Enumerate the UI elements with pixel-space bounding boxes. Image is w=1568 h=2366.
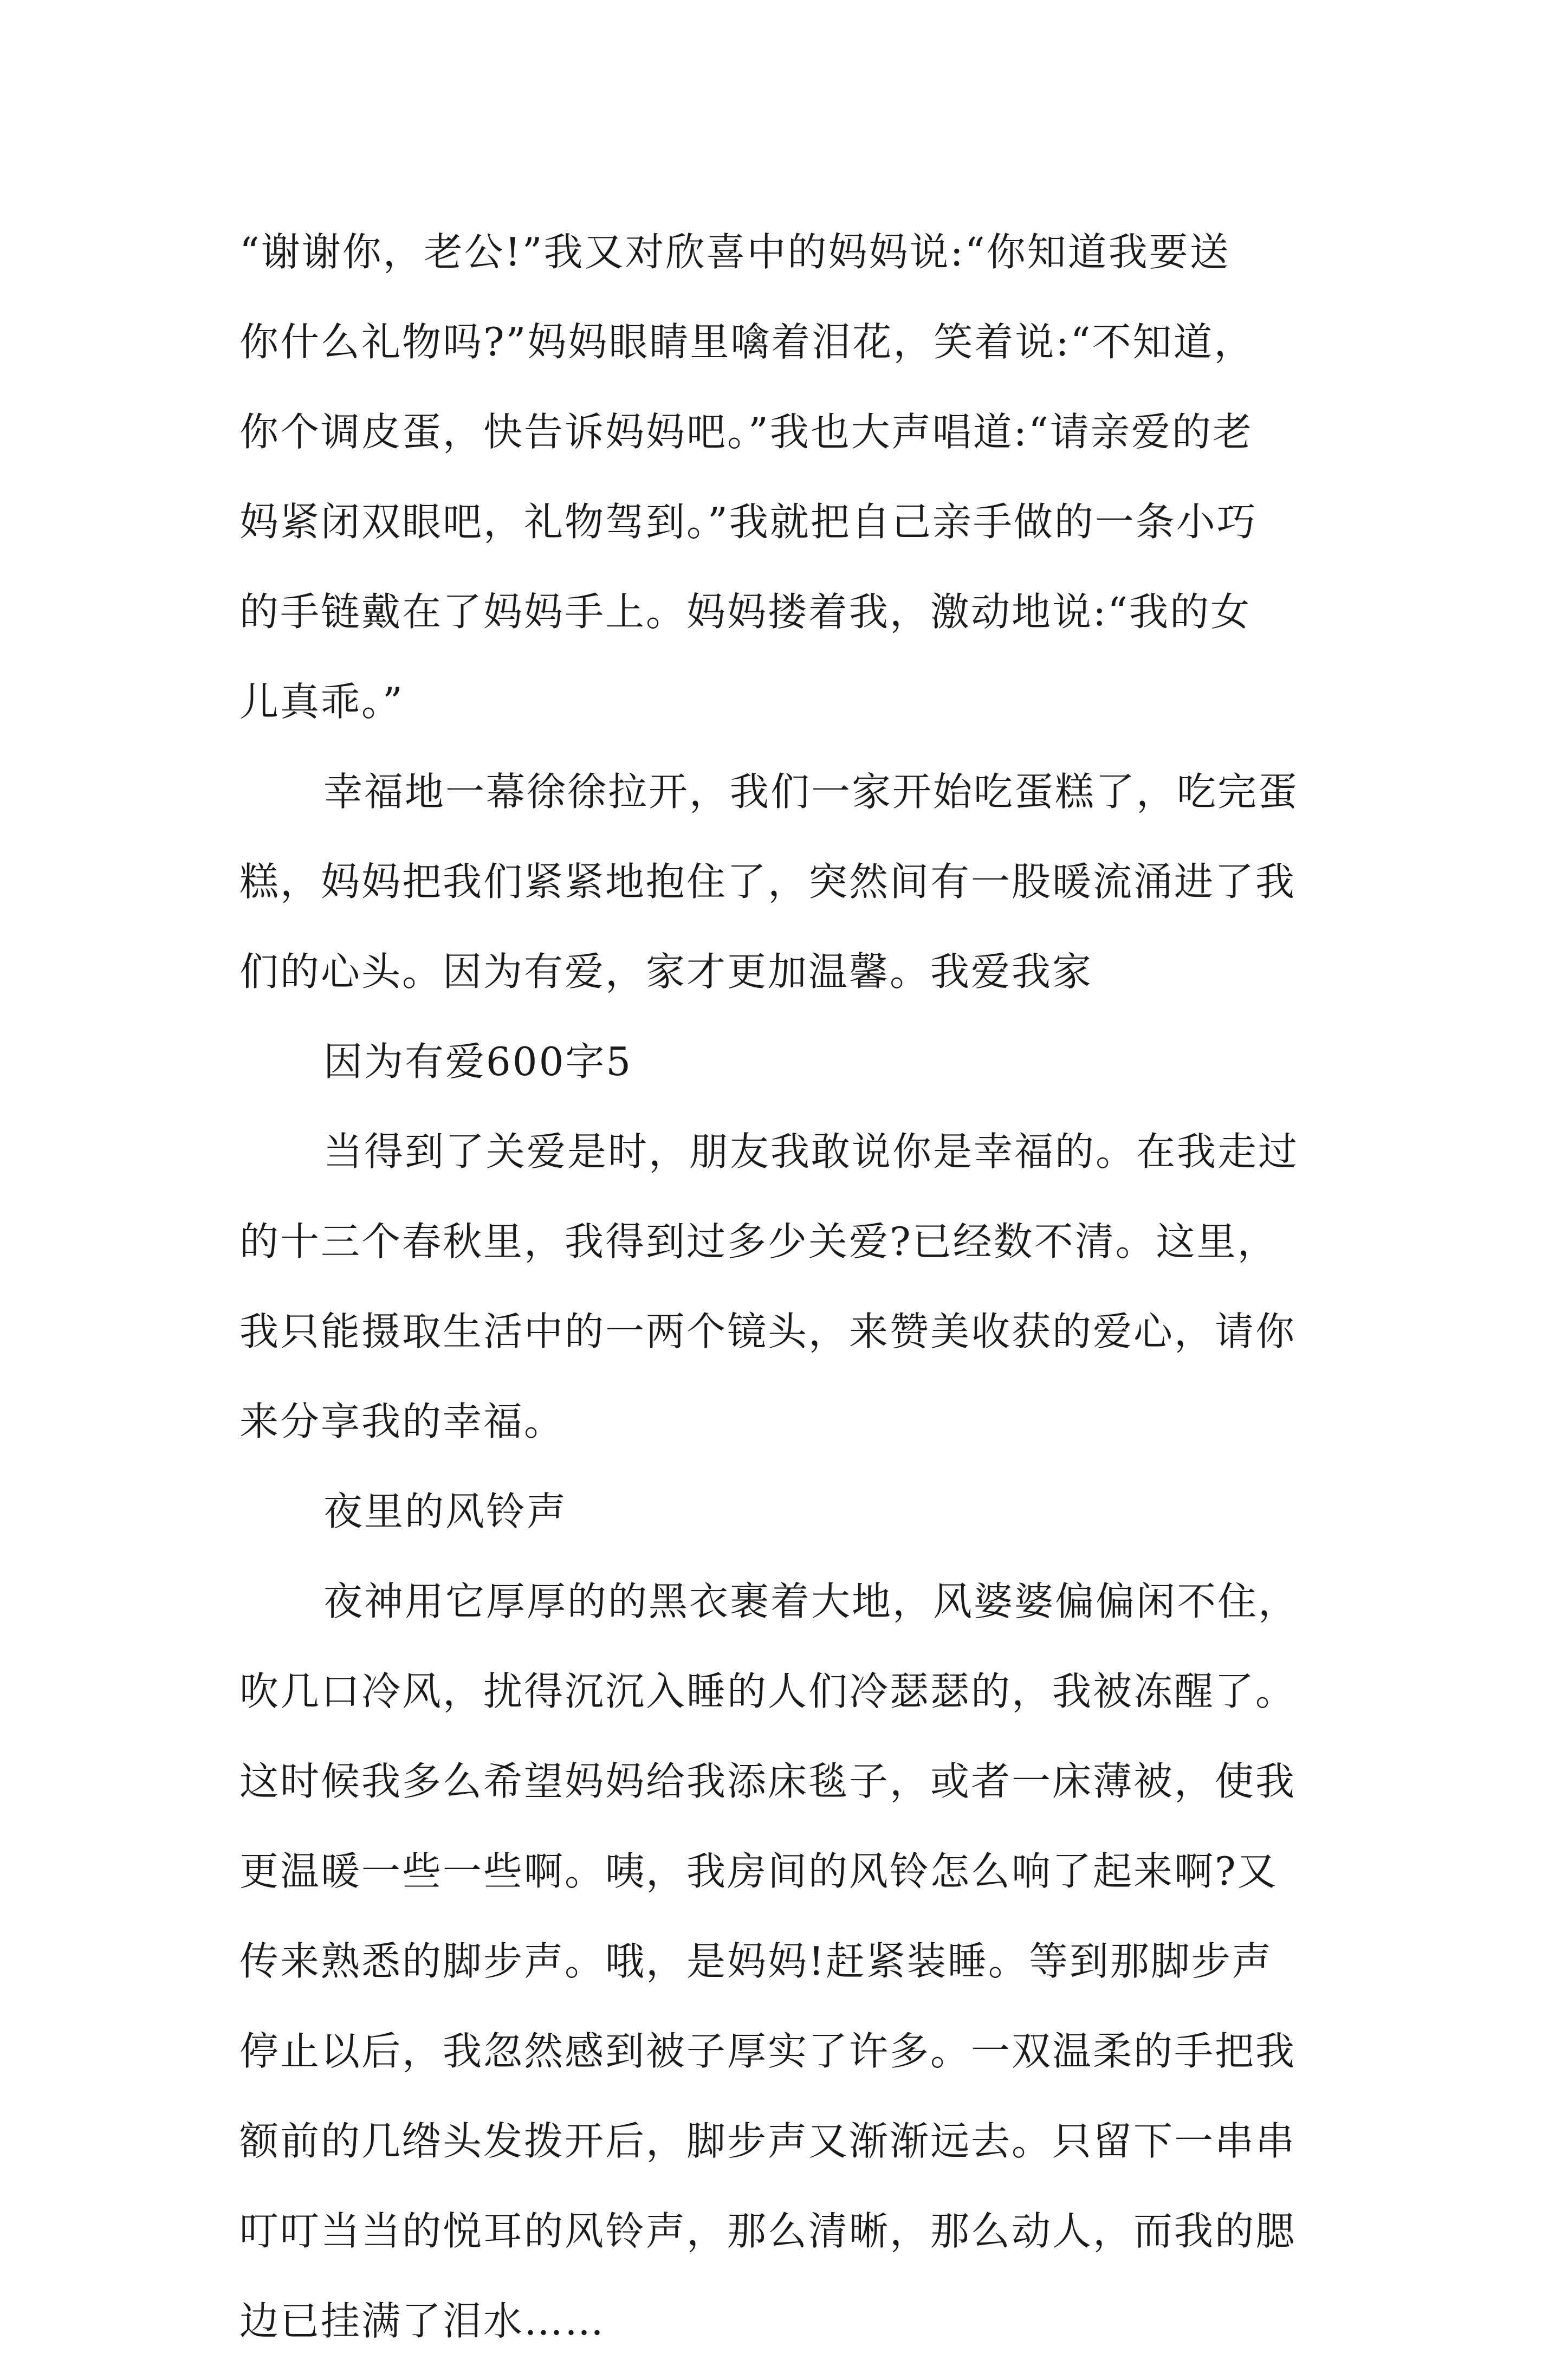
section-heading	[239, 1017, 1364, 1107]
heading-text: 因为有爱600字5	[323, 1039, 633, 1084]
text-line: 边已挂满了泪水……	[239, 2298, 606, 2344]
text-line: 你个调皮蛋，快告诉妈妈吧。”我也大声唱道:“请亲爱的老	[239, 409, 1253, 455]
paragraph-6	[239, 1556, 1364, 2366]
text-line: 额前的几绺头发拨开后，脚步声又渐渐远去。只留下一串串	[239, 2118, 1297, 2164]
text-line: 我只能摄取生活中的一两个镜头，来赞美收获的爱心，请你	[239, 1309, 1297, 1354]
text-line: 这时候我多么希望妈妈给我添床毯子，或者一床薄被，使我	[239, 1759, 1297, 1804]
text-line: 你什么礼物吗?”妈妈眼睛里噙着泪花，笑着说:“不知道，	[239, 319, 1255, 365]
text-line: 糕，妈妈把我们紧紧地抱住了，突然间有一股暖流涌进了我	[239, 859, 1297, 904]
text-line: 幸福地一幕徐徐拉开，我们一家开始吃蛋糕了，吃完蛋	[323, 769, 1299, 814]
text-line: 来分享我的幸福。	[239, 1399, 565, 1444]
text-line: 停止以后，我忽然感到被子厚实了许多。一双温柔的手把我	[239, 2028, 1297, 2074]
text-line: 的十三个春秋里，我得到过多少关爱?已经数不清。这里，	[239, 1219, 1278, 1264]
text-line: “谢谢你，老公!”我又对欣喜中的妈妈说:“你知道我要送	[239, 229, 1230, 275]
text-line: 吹几口冷风，扰得沉沉入睡的人们冷瑟瑟的，我被冻醒了。	[239, 1669, 1297, 1714]
text-line: 更温暖一些一些啊。咦，我房间的风铃怎么响了起来啊?又	[239, 1848, 1278, 1894]
document-body	[239, 207, 1364, 2366]
text-line: 们的心头。因为有爱，家才更加温馨。我爱我家	[239, 949, 1093, 994]
text-line: 妈紧闭双眼吧，礼物驾到。”我就把自己亲手做的一条小巧	[239, 499, 1258, 545]
text-line: 传来熟悉的脚步声。哦，是妈妈!赶紧装睡。等到那脚步声	[239, 1938, 1273, 1984]
text-line: 当得到了关爱是时，朋友我敢说你是幸福的。在我走过	[323, 1129, 1299, 1174]
paragraph-1	[239, 207, 1364, 747]
paragraph-4	[239, 1107, 1364, 1466]
heading-text: 夜里的风铃声	[323, 1489, 568, 1534]
text-line: 叮叮当当的悦耳的风铃声，那么清晰，那么动人，而我的腮	[239, 2208, 1297, 2254]
text-line: 夜神用它厚厚的的黑衣裹着大地，风婆婆偏偏闲不住，	[323, 1579, 1299, 1624]
subsection-heading	[239, 1466, 1364, 1556]
text-line: 的手链戴在了妈妈手上。妈妈搂着我，激动地说:“我的女	[239, 589, 1252, 635]
text-line: 儿真乖。”	[239, 679, 404, 725]
paragraph-2	[239, 747, 1364, 1017]
